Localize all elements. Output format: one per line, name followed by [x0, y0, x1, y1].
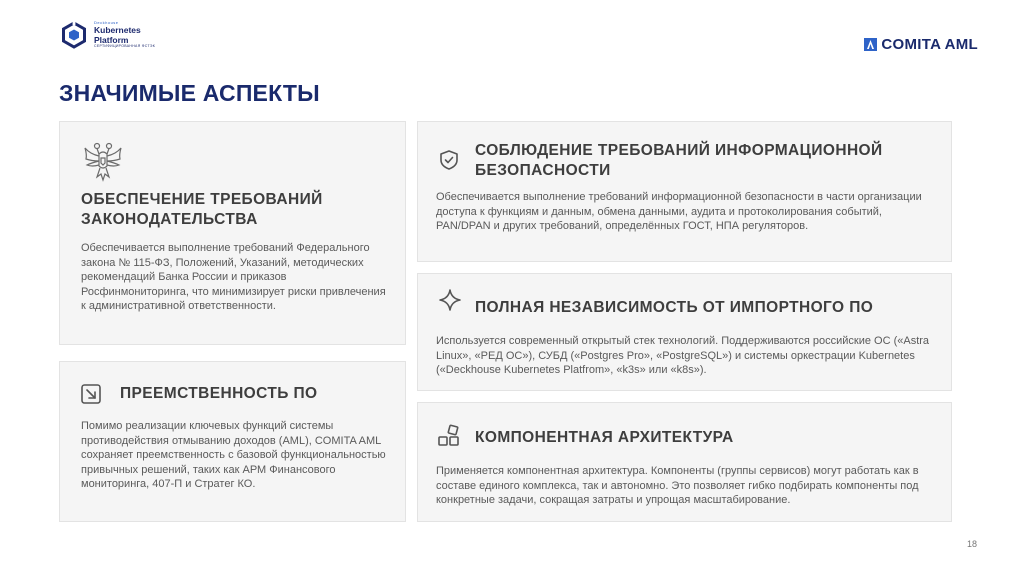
card-title: ОБЕСПЕЧЕНИЕ ТРЕБОВАНИЙ ЗАКОНОДАТЕЛЬСТВА	[81, 191, 323, 228]
card-title: ПОЛНАЯ НЕЗАВИСИМОСТЬ ОТ ИМПОРТНОГО ПО	[475, 299, 874, 316]
card-description: Используется современный открытый стек технологий. Поддерживаются российские ОС («Astra Linux», «РЕД ОС»), СУБД («Postgres Pro», «PostgreSQL») и системы оркестрации Kubernetes («Deckhouse Kubernetes Platfrom», «k3s» или «k8s»).	[436, 335, 930, 377]
logo-top-line: Deckhouse	[94, 20, 119, 26]
logo-name-line1: Kubernetes	[94, 25, 141, 36]
comita-mark-icon	[864, 38, 877, 51]
hexagon-logo-icon	[60, 21, 88, 49]
card-security	[417, 121, 952, 262]
sparkle-star-icon	[438, 288, 462, 312]
card-description: Помимо реализации ключевых функций системы противодействия отмыванию доходов (AML), COMITA AML сохраняет преемственность с базовой функциональностью привычных решений, таких как АРМ Финансового мониторинга, 407-П и Стратег КО.	[81, 420, 386, 491]
brand-name: COMITA AML	[881, 36, 978, 53]
card-title: КОМПОНЕНТНАЯ АРХИТЕКТУРА	[475, 429, 734, 446]
card-title: СОБЛЮДЕНИЕ ТРЕБОВАНИЙ ИНФОРМАЦИОННОЙ БЕЗОПАСНОСТИ	[475, 142, 883, 179]
arrow-into-box-icon	[80, 383, 102, 405]
shield-check-icon	[438, 149, 460, 171]
card-description: Обеспечивается выполнение требований информационной безопасности в части организации доступа к функциям и данным, обмена данными, аудита и протоколирования событий, PAN/DPAN и других требований, определённых ГОСТ, НПА регуляторов.	[436, 191, 922, 233]
page-title: ЗНАЧИМЫЕ АСПЕКТЫ	[59, 80, 320, 106]
card-independence	[417, 273, 952, 391]
eagle-emblem-icon	[80, 139, 126, 185]
component-blocks-icon	[437, 424, 461, 448]
card-description: Применяется компонентная архитектура. Компоненты (группы сервисов) могут работать как в составе единого комплекса, так и автономно. Это позволяет гибко подбирать компоненты под конкретные задачи, сокращая затраты и упрощая масштабирование.	[436, 465, 919, 507]
logo-name-line2: Platform	[94, 35, 129, 46]
comita-aml-logo	[864, 36, 978, 53]
card-title: ПРЕЕМСТВЕННОСТЬ ПО	[120, 385, 318, 402]
card-description: Обеспечивается выполнение требований Федерального закона № 115-ФЗ, Положений, Указаний, методических рекомендаций Банка России и приказов Росфинмониторинга, что минимизирует риски привлечения к административной ответственности.	[81, 242, 386, 313]
card-architecture	[417, 402, 952, 522]
page-number: 18	[966, 539, 977, 549]
kubernetes-platform-logo	[60, 21, 155, 49]
card-continuity	[59, 361, 406, 522]
logo-tagline: СЕРТИФИЦИРОВАННАЯ ФСТЭК	[94, 44, 156, 49]
card-legislation	[59, 121, 406, 345]
